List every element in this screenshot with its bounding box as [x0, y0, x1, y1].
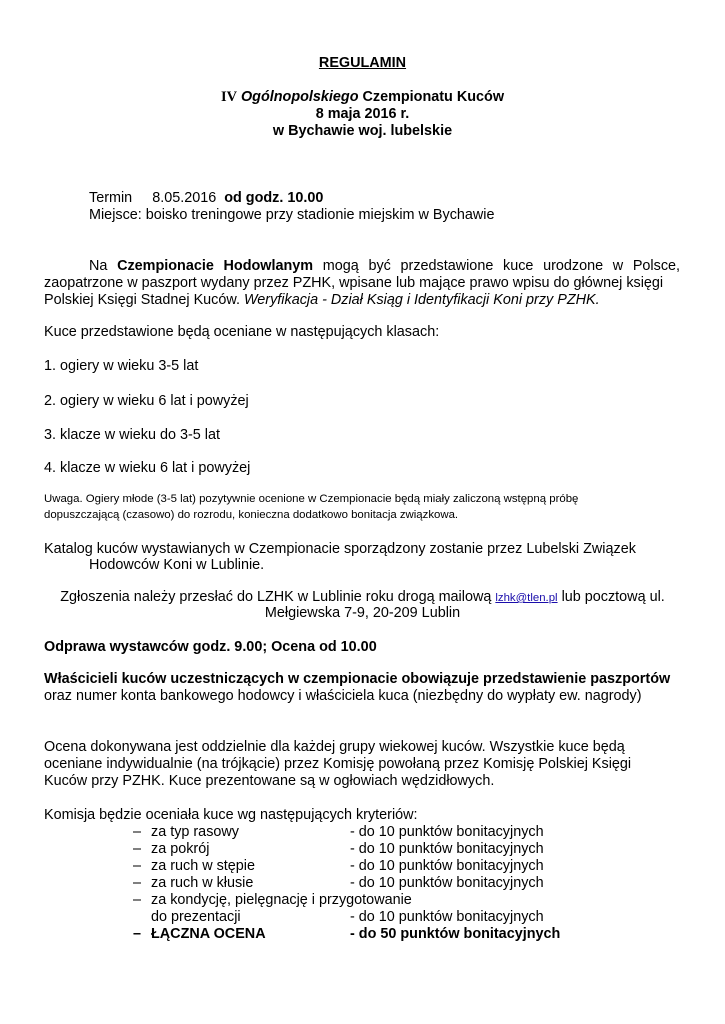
evaluation-line-3: Kuców przy PZHK. Kuce prezentowane są w ogłowiach wędzidłowych. — [44, 773, 495, 789]
termin-label: Termin — [89, 190, 133, 206]
catalog-line-1: Katalog kuców wystawianych w Czempionacie sporządzony zostanie przez Lubelski Związek — [44, 541, 636, 557]
classes-intro: Kuce przedstawione będą oceniane w następujących klasach: — [44, 324, 440, 340]
criteria-dash: – — [133, 841, 142, 857]
class-item: 1. ogiery w wieku 3-5 lat — [44, 358, 199, 374]
criteria-label: za ruch w kłusie — [151, 875, 254, 891]
owners-line-2: oraz numer konta bankowego hodowcy i właściciela kuca (niezbędny do wypłaty ew. nagrody) — [44, 688, 642, 704]
criteria-label: za pokrój — [151, 841, 210, 857]
catalog-line-2: Hodowców Koni w Lublinie. — [89, 557, 265, 573]
event-edition-numeral: IV — [220, 89, 237, 105]
intro-line-3-italic: Weryfikacja - Dział Ksiąg i Identyfikacji Koni przy PZHK. — [243, 292, 600, 308]
intro-line-1-b: mogą być przedstawione kuce urodzone w Polsce, — [322, 258, 681, 274]
criteria-total-label: ŁĄCZNA OCENA — [151, 926, 266, 942]
criteria-points: - do 10 punktów bonitacyjnych — [350, 909, 544, 925]
class-item: 4. klacze w wieku 6 lat i powyżej — [44, 460, 251, 476]
intro-line-1-bold: Czempionacie Hodowlanym — [117, 258, 314, 274]
criteria-label: za ruch w stępie — [151, 858, 255, 874]
intro-line-3-a: Polskiej Księgi Stadnej Kuców. — [44, 292, 240, 308]
criteria-points: - do 10 punktów bonitacyjnych — [350, 841, 544, 857]
event-name — [0, 89, 725, 106]
applications-line-2: Mełgiewska 7-9, 20-209 Lublin — [264, 605, 461, 621]
termin-time: od godz. 10.00 — [224, 190, 324, 206]
criteria-intro: Komisja będzie oceniała kuce wg następujących kryteriów: — [44, 807, 418, 823]
criteria-label-continued: do prezentacji — [151, 909, 241, 925]
termin-date: 8.05.2016 — [152, 190, 217, 206]
document-title: REGULAMIN — [318, 55, 407, 71]
note-line-2: dopuszczającą (czasowo) do rozrodu, konieczna dodatkowo bonitacja związkowa. — [44, 509, 459, 521]
intro-line-2: zaopatrzone w paszport wydany przez PZHK, wpisane lub mające prawo wpisu do głównej księgi — [44, 275, 664, 291]
evaluation-line-2: oceniane indywidualnie (na trójkącie) przez Komisję powołaną przez Komisję Polskiej Księgi — [44, 756, 632, 772]
event-date: 8 maja 2016 r. — [315, 106, 410, 122]
intro-line-1-a: Na — [89, 258, 108, 274]
class-item: 3. klacze w wieku do 3-5 lat — [44, 427, 220, 443]
event-name-italic: Ogólnopolskiego — [240, 89, 359, 105]
evaluation-line-1: Ocena dokonywana jest oddzielnie dla każdej grupy wiekowej kuców. Wszystkie kuce będą — [44, 739, 625, 755]
criteria-points: - do 10 punktów bonitacyjnych — [350, 875, 544, 891]
applications-text-a: Zgłoszenia należy przesłać do LZHK w Lublinie roku drogą mailową — [60, 589, 492, 605]
applications-text-b: lub pocztową ul. — [561, 589, 665, 605]
criteria-dash: – — [133, 875, 142, 891]
schedule-line: Odprawa wystawców godz. 9.00; Ocena od 10.00 — [44, 639, 377, 655]
criteria-dash: – — [133, 858, 142, 874]
termin-line — [89, 190, 323, 207]
miejsce-line: Miejsce: boisko treningowe przy stadionie miejskim w Bychawie — [89, 207, 495, 223]
criteria-dash: – — [133, 824, 142, 840]
owners-line-1: Właścicieli kuców uczestniczących w czempionacie obowiązuje przedstawienie paszportów — [44, 671, 671, 687]
criteria-points: - do 10 punktów bonitacyjnych — [350, 824, 544, 840]
criteria-total-dash: – — [133, 926, 142, 942]
class-item: 2. ogiery w wieku 6 lat i powyżej — [44, 393, 249, 409]
criteria-label: za typ rasowy — [151, 824, 239, 840]
email-link[interactable]: lzhk@tlen.pl — [495, 592, 558, 604]
criteria-total-points: - do 50 punktów bonitacyjnych — [350, 926, 561, 942]
intro-line-1 — [89, 258, 680, 275]
intro-line-3 — [44, 292, 600, 309]
event-place: w Bychawie woj. lubelskie — [272, 123, 453, 139]
note-line-1: Uwaga. Ogiery młode (3-5 lat) pozytywnie ocenione w Czempionacie będą miały zaliczoną wstępną próbę — [44, 493, 579, 505]
criteria-points: - do 10 punktów bonitacyjnych — [350, 858, 544, 874]
event-name-rest: Czempionatu Kuców — [362, 89, 505, 105]
criteria-dash: – — [133, 892, 142, 908]
criteria-label: za kondycję, pielęgnację i przygotowanie — [151, 892, 412, 908]
